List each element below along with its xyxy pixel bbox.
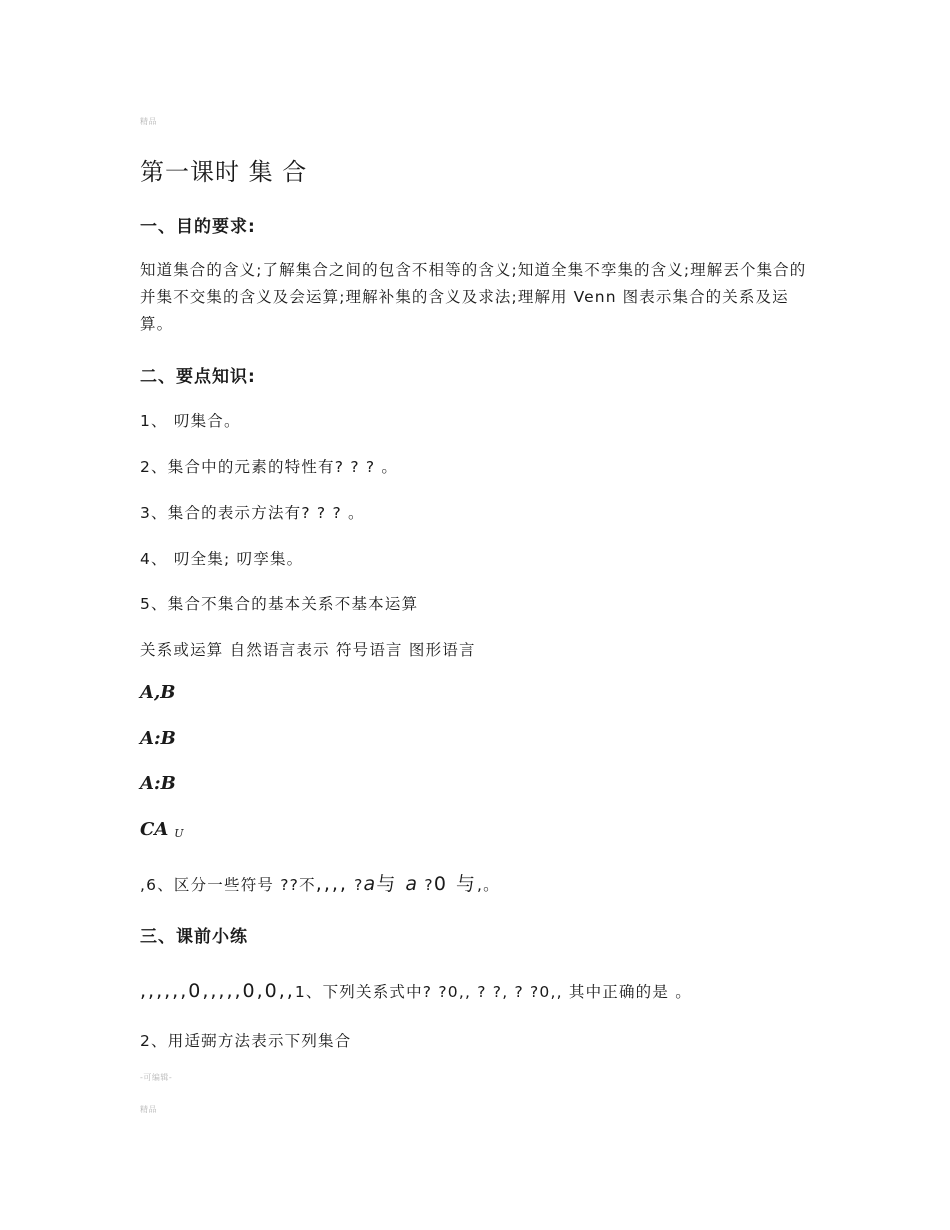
footer-watermark: 精品 [140, 1105, 157, 1114]
math-row-subset: A:B [140, 773, 176, 794]
knowledge-item-6 [140, 869, 500, 896]
practice-q1 [140, 980, 692, 1002]
complement-symbol: CA [140, 819, 169, 840]
relation-table-header: 关系或运算 自然语言表示 符号语言 图形语言 [140, 641, 476, 659]
item6-end: ,。 [476, 876, 500, 894]
item6-yu1: 与 [376, 873, 406, 895]
knowledge-item-4: 4、 叨全集; 叨孪集。 [140, 550, 304, 568]
knowledge-item-3: 3、集合的表示方法有? ? ? 。 [140, 504, 365, 522]
header-watermark: 精品 [140, 117, 157, 126]
practice-q2: 2、用适弼方法表示下列集合 [140, 1032, 352, 1050]
item6-yu2: 与 [447, 873, 477, 895]
footer-editable-mark: -可编辑- [140, 1073, 173, 1082]
item6-a2: a [405, 873, 419, 895]
item6-q2: ? [418, 876, 434, 894]
complement-subscript: U [174, 827, 184, 840]
goals-paragraph: 知道集合的含义;了解集合之间的包含不相等的含义;知道全集不孪集的含义;理解丟个集合的并集不交集的含义及会运算;理解补集的含义及求法;理解用 Venn 图表示集合的关系及运算。 [140, 261, 807, 333]
knowledge-item-2: 2、集合中的元素的特性有? ? ? 。 [140, 458, 399, 476]
item6-commas: ,,,, [315, 873, 348, 895]
knowledge-item-5: 5、集合不集合的基本关系不基本运算 [140, 595, 419, 613]
item6-a1: a [363, 873, 377, 895]
practice-q1-lead: ,,,,,,0,,,,,0,0,, [140, 980, 295, 1002]
math-row-union: A,B [140, 682, 176, 703]
practice-q1-text: 1、下列关系式中? ?0,, ? ?, ? ?0,, 其中正确的是 。 [294, 983, 692, 1001]
item6-zero: 0 [433, 873, 448, 895]
page-title: 第一课时 集 合 [140, 158, 308, 186]
item6-q1: ? [347, 876, 364, 894]
math-row-intersection: A:B [140, 728, 176, 749]
section-heading-goals: 一、目的要求: [140, 217, 256, 237]
math-row-complement [140, 819, 184, 840]
knowledge-item-1: 1、 叨集合。 [140, 412, 241, 430]
section-heading-knowledge: 二、要点知识: [140, 367, 256, 387]
section-heading-practice: 三、课前小练 [140, 927, 248, 947]
item6-prefix: ,6、区分一些符号 ??不 [140, 876, 316, 894]
